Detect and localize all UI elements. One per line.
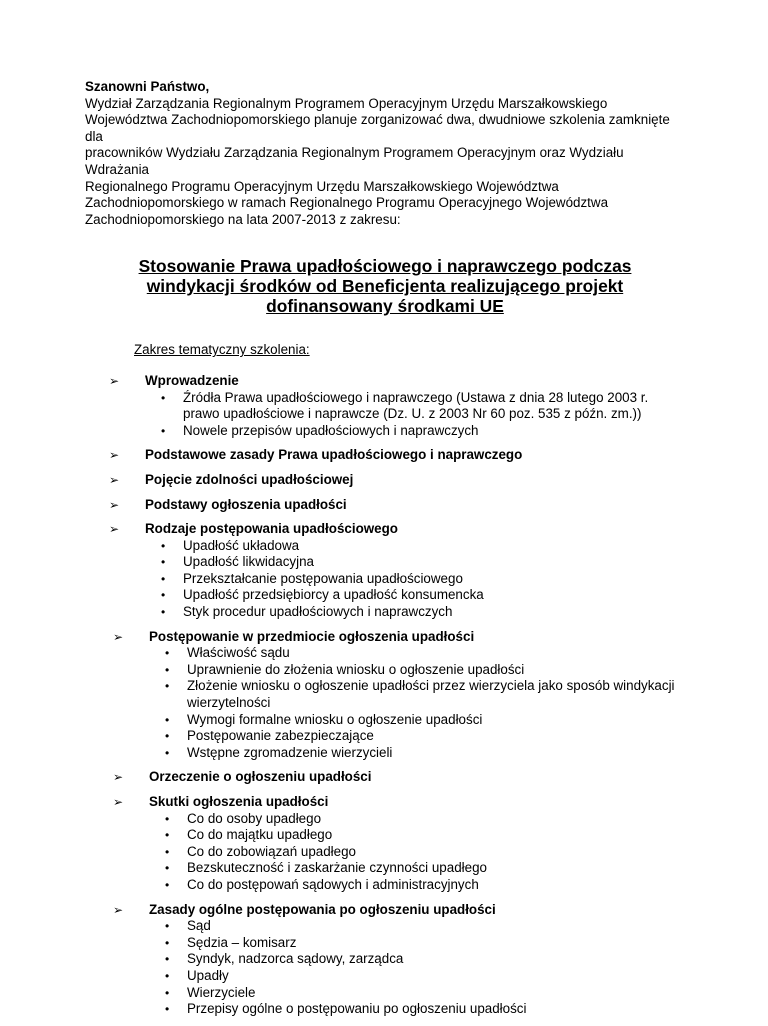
intro-line: Wydział Zarządzania Regionalnym Programem Operacyjnym Urzędu Marszałkowskiego: [85, 95, 608, 111]
section-title: Podstawy ogłoszenia upadłości: [145, 496, 347, 512]
section-title: Zasady ogólne postępowania po ogłoszeniu upadłości: [149, 901, 496, 917]
subtopic-text: Przekształcanie postępowania upadłościowego: [183, 570, 463, 586]
subtopic-list: [149, 645, 685, 761]
subtopic-text: Przepisy ogólne o postępowaniu po ogłoszeniu upadłości: [187, 1001, 527, 1017]
subtopic-item: [149, 918, 685, 935]
subtopic-text: Upadły: [187, 967, 229, 983]
subtopic-item: [145, 604, 685, 621]
subtopic-text: Wstępne zgromadzenie wierzycieli: [187, 744, 393, 760]
dot-bullet-icon: •: [165, 679, 170, 694]
dot-bullet-icon: •: [165, 662, 170, 677]
arrow-bullet-icon: ➢: [109, 373, 120, 388]
dot-bullet-icon: •: [161, 555, 166, 570]
dot-bullet-icon: •: [165, 877, 170, 892]
arrow-bullet-icon: ➢: [113, 629, 124, 644]
dot-bullet-icon: •: [165, 1002, 170, 1017]
subtopic-text: Co do osoby upadłego: [187, 810, 322, 826]
subtopic-text: Nowele przepisów upadłościowych i naprawczych: [183, 422, 479, 438]
subtopic-item: [145, 571, 685, 588]
subtopic-text: Uprawnienie do złożenia wniosku o ogłoszenie upadłości: [187, 661, 525, 677]
arrow-bullet-icon: ➢: [109, 522, 120, 537]
dot-bullet-icon: •: [161, 605, 166, 620]
dot-bullet-icon: •: [165, 712, 170, 727]
subtopic-item: [149, 811, 685, 828]
section-item: [85, 521, 685, 621]
subtopic-text: Bezskuteczność i zaskarżanie czynności upadłego: [187, 860, 487, 876]
section-title: Wprowadzenie: [145, 372, 239, 388]
subtopic-item: [145, 390, 685, 423]
section-title: Rodzaje postępowania upadłościowego: [145, 521, 398, 537]
dot-bullet-icon: •: [165, 729, 170, 744]
dot-bullet-icon: •: [165, 828, 170, 843]
dot-bullet-icon: •: [161, 588, 166, 603]
subtopic-item: [149, 678, 685, 711]
subtopic-text: Właściwość sądu: [187, 645, 290, 661]
dot-bullet-icon: •: [165, 952, 170, 967]
section-list: [85, 373, 685, 1018]
subtopic-text: Postępowanie zabezpieczające: [187, 728, 374, 744]
intro-line: Zachodniopomorskiego na lata 2007-2013 z zakresu:: [85, 211, 401, 227]
title-line: Stosowanie Prawa upadłościowego i naprawczego podczas: [138, 256, 632, 277]
dot-bullet-icon: •: [165, 968, 170, 983]
intro-line: Zachodniopomorskiego w ramach Regionalnego Programu Operacyjnego Województwa: [85, 195, 609, 211]
subtopic-item: [149, 844, 685, 861]
dot-bullet-icon: •: [161, 538, 166, 553]
subtopic-item: [145, 587, 685, 604]
subtopic-item: [145, 554, 685, 571]
dot-bullet-icon: •: [165, 861, 170, 876]
intro-line: Województwa Zachodniopomorskiego planuje zorganizować dwa, dwudniowe szkolenia zamknięte dla: [85, 112, 670, 144]
subtopic-text: Co do zobowiązań upadłego: [187, 843, 356, 859]
section-title: Postępowanie w przedmiocie ogłoszenia upadłości: [149, 628, 475, 644]
section-title: Orzeczenie o ogłoszeniu upadłości: [149, 769, 372, 785]
subtopic-item: [149, 860, 685, 877]
subtopic-item: [149, 645, 685, 662]
section-item: [85, 447, 685, 464]
subtopic-list: [145, 538, 685, 621]
subtopic-list: [149, 918, 685, 1018]
scope-label: Zakres tematyczny szkolenia:: [134, 342, 310, 358]
dot-bullet-icon: •: [161, 571, 166, 586]
subtopic-item: [149, 1001, 685, 1018]
subtopic-text: Co do majątku upadłego: [187, 827, 333, 843]
arrow-bullet-icon: ➢: [113, 795, 124, 809]
subtopic-list: [149, 811, 685, 894]
subtopic-item: [149, 985, 685, 1002]
subtopic-item: [149, 745, 685, 762]
section-item: [85, 373, 685, 439]
section-item: [85, 497, 685, 514]
intro-line: Regionalnego Programu Operacyjnym Urzędu Marszałkowskiego Województwa: [85, 178, 559, 194]
subtopic-text: Upadłość przedsiębiorcy a upadłość konsumencka: [183, 587, 484, 603]
dot-bullet-icon: •: [165, 745, 170, 760]
section-item: [89, 902, 685, 1018]
subtopic-text: Styk procedur upadłościowych i naprawczych: [183, 604, 453, 620]
subtopic-item: [149, 728, 685, 745]
section-title: Skutki ogłoszenia upadłości: [149, 794, 329, 809]
dot-bullet-icon: •: [161, 423, 166, 438]
intro-paragraph: [85, 96, 685, 229]
arrow-bullet-icon: ➢: [113, 770, 124, 785]
subtopic-text: Wierzyciele: [187, 984, 256, 1000]
dot-bullet-icon: •: [165, 811, 170, 826]
dot-bullet-icon: •: [165, 646, 170, 661]
document-page: [85, 79, 685, 1026]
subtopic-text: Źródła Prawa upadłościowego i naprawczego (Ustawa z dnia 28 lutego 2003 r. prawo upadłościowe i naprawcze (Dz. U. z 2003 Nr 60 poz. 535 z późn. zm.)): [183, 389, 649, 422]
section-item: [85, 472, 685, 489]
subtopic-text: Złożenie wniosku o ogłoszenie upadłości przez wierzyciela jako sposób windykacji wierzytelności: [187, 678, 675, 711]
subtopic-text: Sąd: [187, 918, 211, 934]
section-title: Pojęcie zdolności upadłościowej: [145, 471, 354, 487]
subtopic-text: Upadłość układowa: [183, 537, 300, 553]
subtopic-list: [145, 390, 685, 440]
subtopic-item: [145, 423, 685, 440]
arrow-bullet-icon: ➢: [113, 902, 124, 917]
subtopic-text: Wymogi formalne wniosku o ogłoszenie upadłości: [187, 711, 483, 727]
subtopic-item: [149, 877, 685, 894]
dot-bullet-icon: •: [165, 985, 170, 1000]
subtopic-text: Sędzia – komisarz: [187, 934, 297, 950]
dot-bullet-icon: •: [165, 844, 170, 859]
arrow-bullet-icon: ➢: [109, 448, 120, 463]
section-title: Podstawowe zasady Prawa upadłościowego i naprawczego: [145, 447, 523, 463]
subtopic-item: [145, 538, 685, 555]
section-item: [89, 769, 685, 786]
section-item: [89, 794, 685, 894]
subtopic-item: [149, 827, 685, 844]
subtopic-item: [149, 662, 685, 679]
title-line: windykacji środków od Beneficjenta realizującego projekt: [146, 276, 624, 297]
subtopic-item: [149, 968, 685, 985]
subtopic-item: [149, 712, 685, 729]
intro-line: pracowników Wydziału Zarządzania Regionalnym Programem Operacyjnym oraz Wydziału Wdrażania: [85, 145, 624, 177]
subtopic-text: Upadłość likwidacyjna: [183, 554, 314, 570]
subtopic-item: [149, 951, 685, 968]
greeting: Szanowni Państwo,: [85, 79, 210, 94]
dot-bullet-icon: •: [161, 390, 166, 405]
dot-bullet-icon: •: [165, 935, 170, 950]
dot-bullet-icon: •: [165, 919, 170, 934]
subtopic-item: [149, 935, 685, 952]
title-line: dofinansowany środkami UE: [266, 296, 504, 317]
section-item: [89, 629, 685, 762]
subtopic-text: Co do postępowań sądowych i administracyjnych: [187, 876, 479, 892]
subtopic-text: Syndyk, nadzorca sądowy, zarządca: [187, 951, 404, 967]
arrow-bullet-icon: ➢: [109, 472, 120, 487]
training-title: [85, 256, 685, 316]
arrow-bullet-icon: ➢: [109, 497, 120, 512]
